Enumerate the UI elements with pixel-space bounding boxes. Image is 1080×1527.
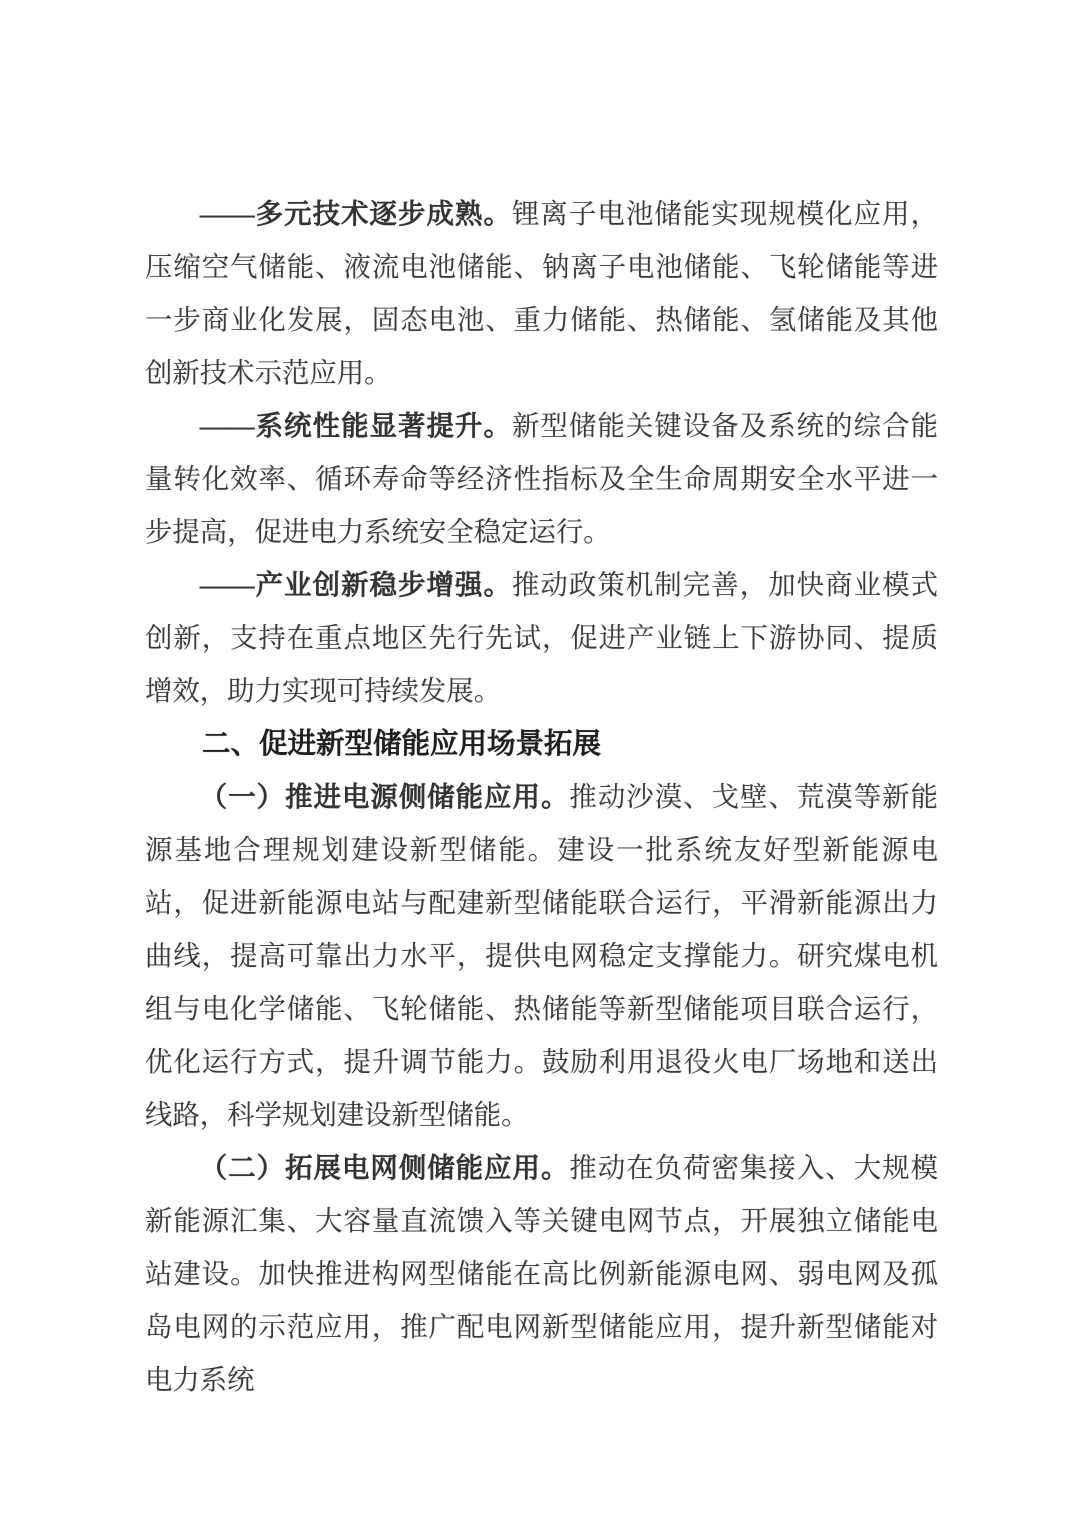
section-heading-two <box>145 718 938 771</box>
paragraph-body: 锂离子电池储能实现规模化应用，压缩空气储能、液流电池储能、钠离子电池储能、飞轮储能等进一步商业化发展，固态电池、重力储能、热储能、氢储能及其他创新技术示范应用。 <box>145 199 938 388</box>
paragraph-lead: （一）推进电源侧储能应用。 <box>199 782 570 812</box>
paragraph-body: 推动政策机制完善，加快商业模式创新，支持在重点地区先行先试，促进产业链上下游协同、提质增效，助力实现可持续发展。 <box>145 570 938 706</box>
paragraph-item-two-grid-side <box>145 1142 938 1407</box>
paragraph-lead: （二）拓展电网侧储能应用。 <box>199 1153 570 1183</box>
paragraph-body: 推动在负荷密集接入、大规模新能源汇集、大容量直流馈入等关键电网节点，开展独立储能电站建设。加快推进构网型储能在高比例新能源电网、弱电网及孤岛电网的示范应用，推广配电网新型储能应用，提升新型储能对电力系统 <box>145 1153 938 1395</box>
paragraph-lead: ——多元技术逐步成熟。 <box>199 199 512 229</box>
paragraph-item-one-power-side <box>145 771 938 1142</box>
paragraph-achievement-performance <box>145 400 938 559</box>
paragraph-body: 推动沙漠、戈壁、荒漠等新能源基地合理规划建设新型储能。建设一批系统友好型新能源电站，促进新能源电站与配建新型储能联合运行，平滑新能源出力曲线，提高可靠出力水平，提供电网稳定支撑能力。研究煤电机组与电化学储能、飞轮储能、热储能等新型储能项目联合运行，优化运行方式，提升调节能力。鼓励利用退役火电厂场地和送出线路，科学规划建设新型储能。 <box>145 782 938 1130</box>
paragraph-achievement-industry <box>145 559 938 718</box>
paragraph-achievement-technology <box>145 188 938 400</box>
section-heading-text: 二、促进新型储能应用场景拓展 <box>202 728 602 760</box>
paragraph-lead: ——系统性能显著提升。 <box>199 411 512 441</box>
paragraph-body: 新型储能关键设备及系统的综合能量转化效率、循环寿命等经济性指标及全生命周期安全水平进一步提高，促进电力系统安全稳定运行。 <box>145 411 938 547</box>
paragraph-lead: ——产业创新稳步增强。 <box>199 570 512 600</box>
